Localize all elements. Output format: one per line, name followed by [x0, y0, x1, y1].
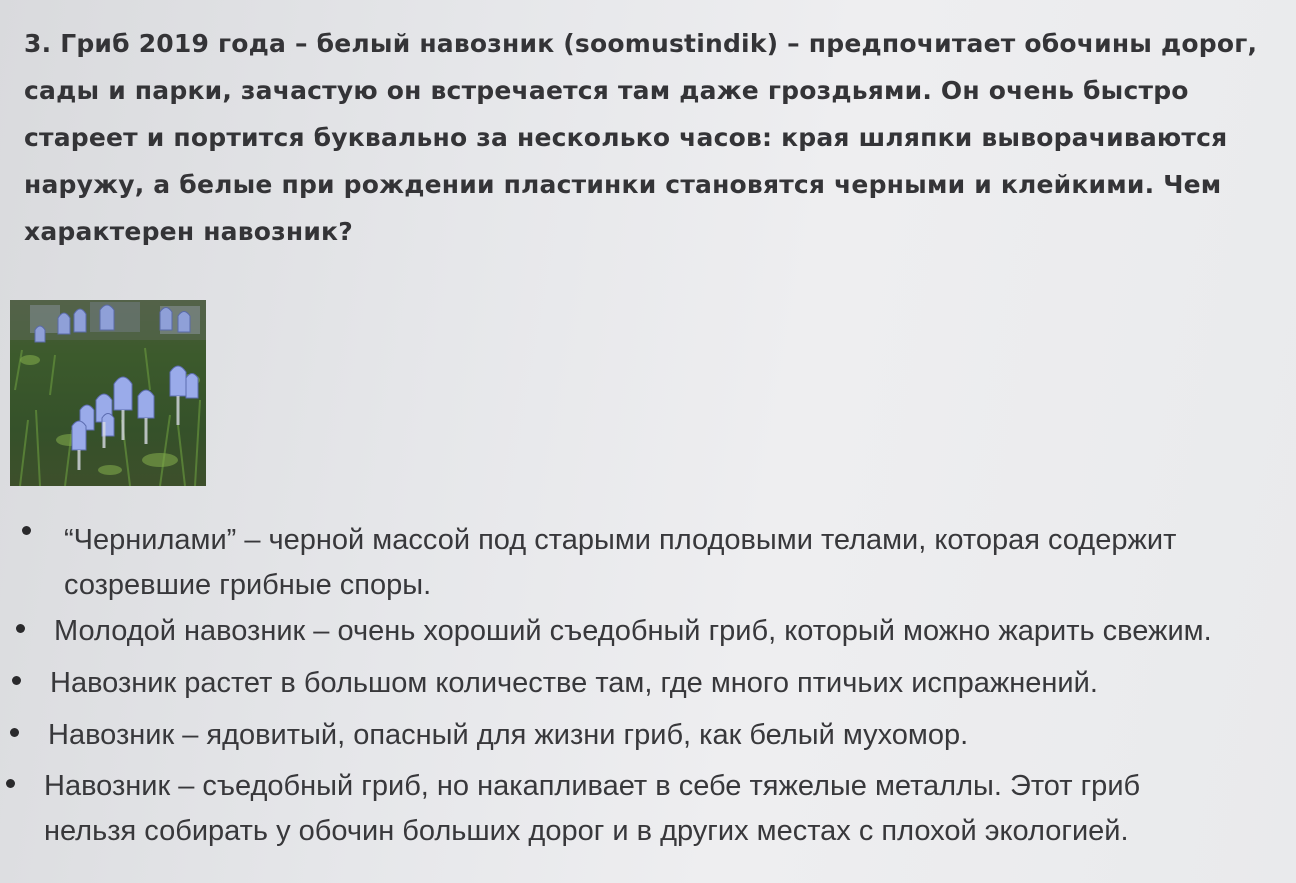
option-line: Навозник – ядовитый, опасный для жизни гриб, как белый мухомор. [48, 719, 969, 751]
question-line: сады и парки, зачастую он встречается там даже гроздьями. Он очень быстро [24, 76, 1189, 105]
option-line: Навозник растет в большом количестве там, где много птичьих испражнений. [50, 667, 1098, 699]
option-line: Навозник – съедобный гриб, но накапливает в себе тяжелые металлы. Этот гриб [44, 770, 1141, 802]
bullet-icon [16, 624, 25, 633]
question-line: стареет и портится буквально за несколько часов: края шляпки выворачиваются [24, 123, 1228, 152]
question-line: наружу, а белые при рождении пластинки становятся черными и клейкими. Чем [24, 170, 1222, 199]
question-line: 3. Гриб 2019 года – белый навозник (soomustindik) – предпочитает обочины дорог, [24, 29, 1258, 58]
mushroom-photo [10, 300, 206, 486]
question-line: характерен навозник? [24, 217, 353, 246]
bullet-icon [22, 526, 31, 535]
bullet-icon [10, 728, 19, 737]
bullet-icon [6, 779, 15, 788]
option-line: Молодой навозник – очень хороший съедобный гриб, который можно жарить свежим. [54, 615, 1212, 647]
option-line: “Чернилами” – черной массой под старыми плодовыми телами, которая содержит [64, 524, 1177, 556]
question-text [24, 20, 1274, 255]
bullet-icon [12, 676, 21, 685]
option-line: нельзя собирать у обочин больших дорог и в других местах с плохой экологией. [44, 815, 1129, 847]
option-line: созревшие грибные споры. [64, 569, 432, 601]
